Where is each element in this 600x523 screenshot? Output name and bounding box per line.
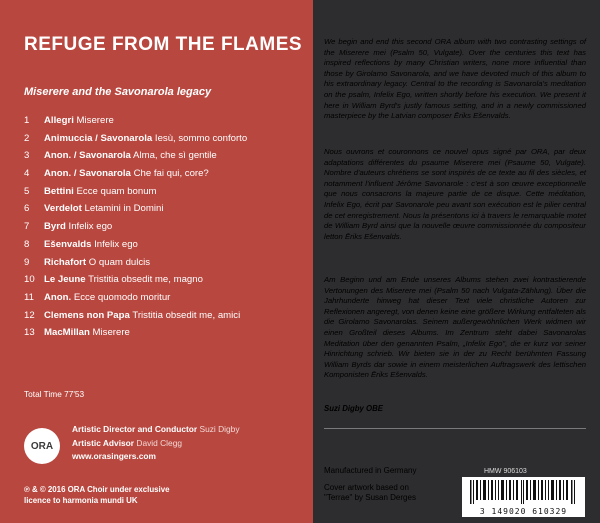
track-title: Iesù, sommo conforto: [154, 132, 248, 144]
track-number: 1: [24, 115, 30, 126]
cover-credit-line: Cover artwork based on: [324, 483, 409, 492]
track-item: [24, 133, 309, 151]
track-composer: Verdelot: [44, 203, 82, 215]
total-time: Total Time 77'53: [24, 389, 85, 399]
notes-english: We begin and end this second ORA album with two contrasting settings of the Miserere mei (Psalm 50, Vulgate). Over the centuries this text has inspired reflections by many Christian writers, none more influential than those by Girolamo Savonarola, and we have devoted much of this album to his extraordinary legacy. Central to the recording is Savonarola's meditation on the psalm, Infelix Ego, written shortly before his execution. We present it here in William Byrd's justly famous setting, and in a newly commissioned masterpiece by the Latvian composer Ēriks Ešenvalds.: [324, 37, 586, 121]
credit-name: Suzi Digby: [199, 424, 240, 434]
copyright-line: licence to harmonia mundi UK: [24, 496, 138, 505]
track-item: [24, 203, 309, 221]
track-title: Tristitia obsedit me, magno: [88, 274, 203, 286]
track-number: 6: [24, 203, 30, 215]
ora-logo: ORA: [24, 428, 60, 464]
track-composer: Byrd: [44, 221, 66, 233]
track-item: [24, 327, 309, 345]
copyright-notice: [24, 484, 254, 506]
track-title: Che fai qui, core?: [133, 168, 209, 180]
credit-role: Artistic Director and Conductor: [72, 424, 198, 434]
track-title: Ecce quam bonum: [76, 185, 157, 197]
track-title: Ecce quomodo moritur: [73, 291, 171, 303]
catalog-number: HMW 906103: [484, 468, 527, 475]
barcode-bars-icon: [470, 480, 577, 504]
copyright-line: ℗ & © 2016 ORA Choir under exclusive: [24, 485, 170, 494]
signature: Suzi Digby OBE: [324, 404, 383, 413]
track-item: [24, 186, 309, 204]
track-composer: Anon.: [44, 291, 72, 303]
track-composer: Allegri: [44, 115, 74, 126]
track-list: [24, 115, 309, 345]
credit-role: Artistic Advisor: [72, 437, 135, 448]
track-number: 5: [24, 185, 30, 197]
track-title: Infelix ego: [94, 238, 138, 250]
track-title: Miserere: [92, 327, 130, 339]
track-item: [24, 292, 309, 310]
track-composer: Anon. / Savonarola: [44, 150, 131, 162]
track-number: 7: [24, 221, 30, 233]
notes-german: Am Beginn und am Ende unseres Albums stehen zwei kontrastierende Vertonungen des Miserere mei (Psalm 50 nach Vulgata-Zählung). Über die Jahrhunderte hinweg hat dieser Text viele christliche Autoren zur Reflexionen angeregt, von denen keine eine größere Wirkung entfalteten als die Girolamo Savonarolas. Seinem außergewöhnlichen Werk widmen wir einen Großteil dieses Albums. Im Zentrum steht dabei Savonarolas Meditation über den genannten Psalm, „Infelix Ego", die er kurz vor seiner Hinrichtung schrieb. Wir bieten sie in der zu Recht berühmten Fassung William Byrds dar sowie in einem meisterlichen Auftragswerk des lettischen Komponisten Ēriks Ešenvalds.: [324, 275, 586, 380]
divider: [324, 428, 586, 429]
track-number: 2: [24, 132, 30, 144]
track-composer: Bettini: [44, 185, 74, 197]
track-title: Infelix ego: [68, 221, 113, 233]
track-number: 10: [24, 274, 35, 286]
track-item: [24, 115, 309, 133]
track-number: 13: [24, 327, 35, 339]
album-subtitle: Miserere and the Savonarola legacy: [24, 86, 212, 98]
track-number: 9: [24, 256, 30, 268]
track-composer: Le Jeune: [44, 274, 86, 286]
barcode-number: 3 149020 610329: [479, 507, 568, 516]
manufacture-note: Manufactured in Germany: [324, 466, 417, 475]
track-number: 12: [24, 309, 35, 321]
track-composer: Animuccia / Savonarola: [44, 132, 153, 144]
credit-name: David Clegg: [136, 437, 183, 448]
track-item: [24, 274, 309, 292]
track-item: [24, 310, 309, 328]
track-composer: Ešenvalds: [44, 238, 92, 250]
track-composer: Richafort: [44, 256, 87, 268]
cover-credit: [324, 483, 444, 503]
track-number: 3: [24, 150, 30, 162]
track-title: O quam dulcis: [88, 256, 151, 268]
track-number: 11: [24, 291, 34, 303]
album-title: REFUGE FROM THE FLAMES: [24, 34, 303, 55]
credits-block: [72, 423, 240, 464]
notes-french: Nous ouvrons et couronnons ce nouvel opus signé par ORA, par deux adaptations différentes du psaume Miserere mei (Psaume 50, Vulgate). Nombre d'auteurs chrétiens se sont inspirés de ce texte au fil des siècles, et notamment l'influent Jérôme Savonarole : c'est à son œuvre exceptionnelle que nous consacrons la majeure partie de ce disque. Cette méditation, Infelix Ego, écrit par Savonarole peu avant son exécution est le pilier central de cet enregistrement. Nous la présentons ici à travers le remarquable motet de William Byrd ainsi que la nouvelle œuvre commissionnée du compositeur letton Ēriks Ešenvalds.: [324, 147, 586, 241]
track-item: [24, 168, 309, 186]
track-item: [24, 150, 309, 168]
track-title: Alma, che sì gentile: [133, 150, 217, 162]
barcode: [462, 477, 585, 517]
track-number: 4: [24, 168, 30, 180]
track-title: Letamini in Domini: [84, 203, 164, 215]
track-item: [24, 239, 309, 257]
track-number: 8: [24, 238, 30, 250]
track-item: [24, 257, 309, 275]
track-title: Tristitia obsedit me, amici: [132, 309, 241, 321]
track-composer: Anon. / Savonarola: [44, 168, 131, 180]
cover-credit-line: "Terrae" by Susan Derges: [324, 493, 416, 502]
track-item: [24, 221, 309, 239]
track-composer: Clemens non Papa: [44, 309, 130, 321]
track-composer: MacMillan: [44, 327, 90, 339]
track-title: Miserere: [76, 115, 114, 126]
website-link[interactable]: www.orasingers.com: [72, 451, 156, 461]
